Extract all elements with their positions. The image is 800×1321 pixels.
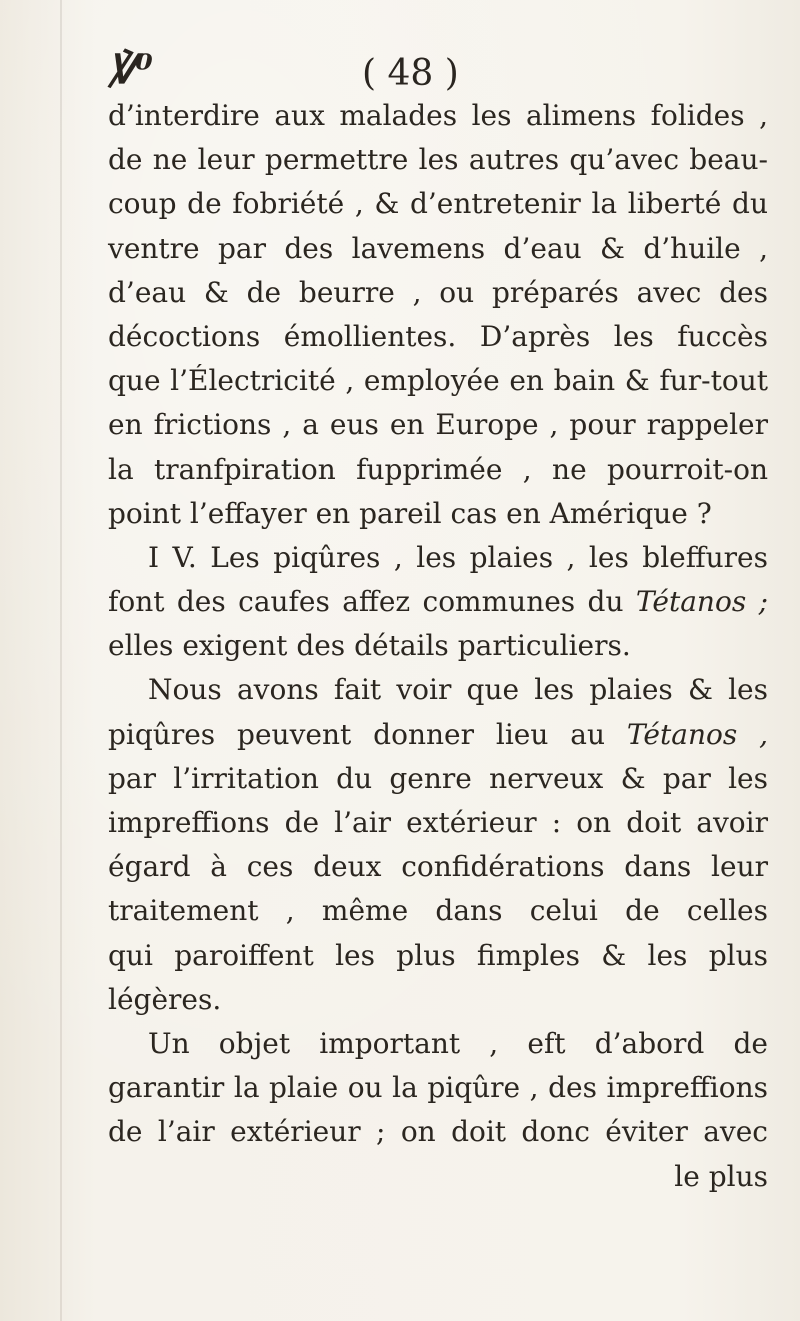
text-line: décoctions émollientes. D’après les fuccès (108, 319, 768, 353)
text-line: impreffions de l’air extérieur : on doit avoir (108, 806, 768, 839)
text-segment: font des caufes affez communes du (108, 585, 624, 619)
paragraph-start-line: Nous avons fait voir que les plaies & les (148, 673, 768, 707)
catchword: le plus (674, 1159, 768, 1193)
text-line-with-italic (108, 713, 768, 757)
text-line: par l’irritation du genre nerveux & par les (108, 761, 768, 795)
text-line: ventre par des lavemens d’eau & d’huile , (108, 231, 768, 265)
italic-term: Tétanos ; (635, 585, 768, 619)
text-line-with-italic (108, 580, 768, 624)
text-line: garantir la plaie ou la piqûre , des impreffions (108, 1071, 768, 1105)
text-line: que l’Électricité , employée en bain & fur-tout (108, 364, 768, 398)
paragraph-start-line: Un objet important , eft d’abord de (148, 1026, 768, 1060)
text-line: la tranfpiration fupprimée , ne pourroit-on (108, 452, 768, 486)
text-line: en frictions , a eus en Europe , pour rappeler (108, 408, 768, 442)
text-line: de ne leur permettre les autres qu’avec beau- (108, 143, 768, 177)
text-line: traitement , même dans celui de celles (108, 894, 768, 928)
text-line: d’interdire aux malades les alimens folides , (108, 99, 768, 132)
text-segment: piqûres peuvent donner lieu au (108, 717, 606, 751)
text-line: légères. (108, 982, 222, 1016)
italic-term: Tétanos , (626, 717, 768, 751)
page-gutter-shadow (60, 0, 62, 1321)
text-line: coup de fobriété , & d’entretenir la liberté du (108, 187, 768, 221)
page-header (0, 28, 800, 98)
section-start-line: I V. Les piqûres , les plaies , les bleffures (148, 540, 768, 574)
text-line: point l’effayer en pareil cas en Amérique ? (108, 496, 712, 530)
text-line: d’eau & de beurre , ou préparés avec des (108, 275, 768, 309)
page-number: ( 48 ) (362, 53, 459, 94)
text-line: égard à ces deux confidérations dans leur (108, 850, 768, 884)
text-line: elles exigent des détails particuliers. (108, 629, 631, 663)
text-line: de l’air extérieur ; on doit donc éviter avec (108, 1115, 768, 1149)
printer-mark: ℣⁰ (108, 46, 153, 93)
text-line: qui paroiffent les plus fimples & les plus (108, 938, 768, 972)
body-text (108, 94, 768, 1199)
